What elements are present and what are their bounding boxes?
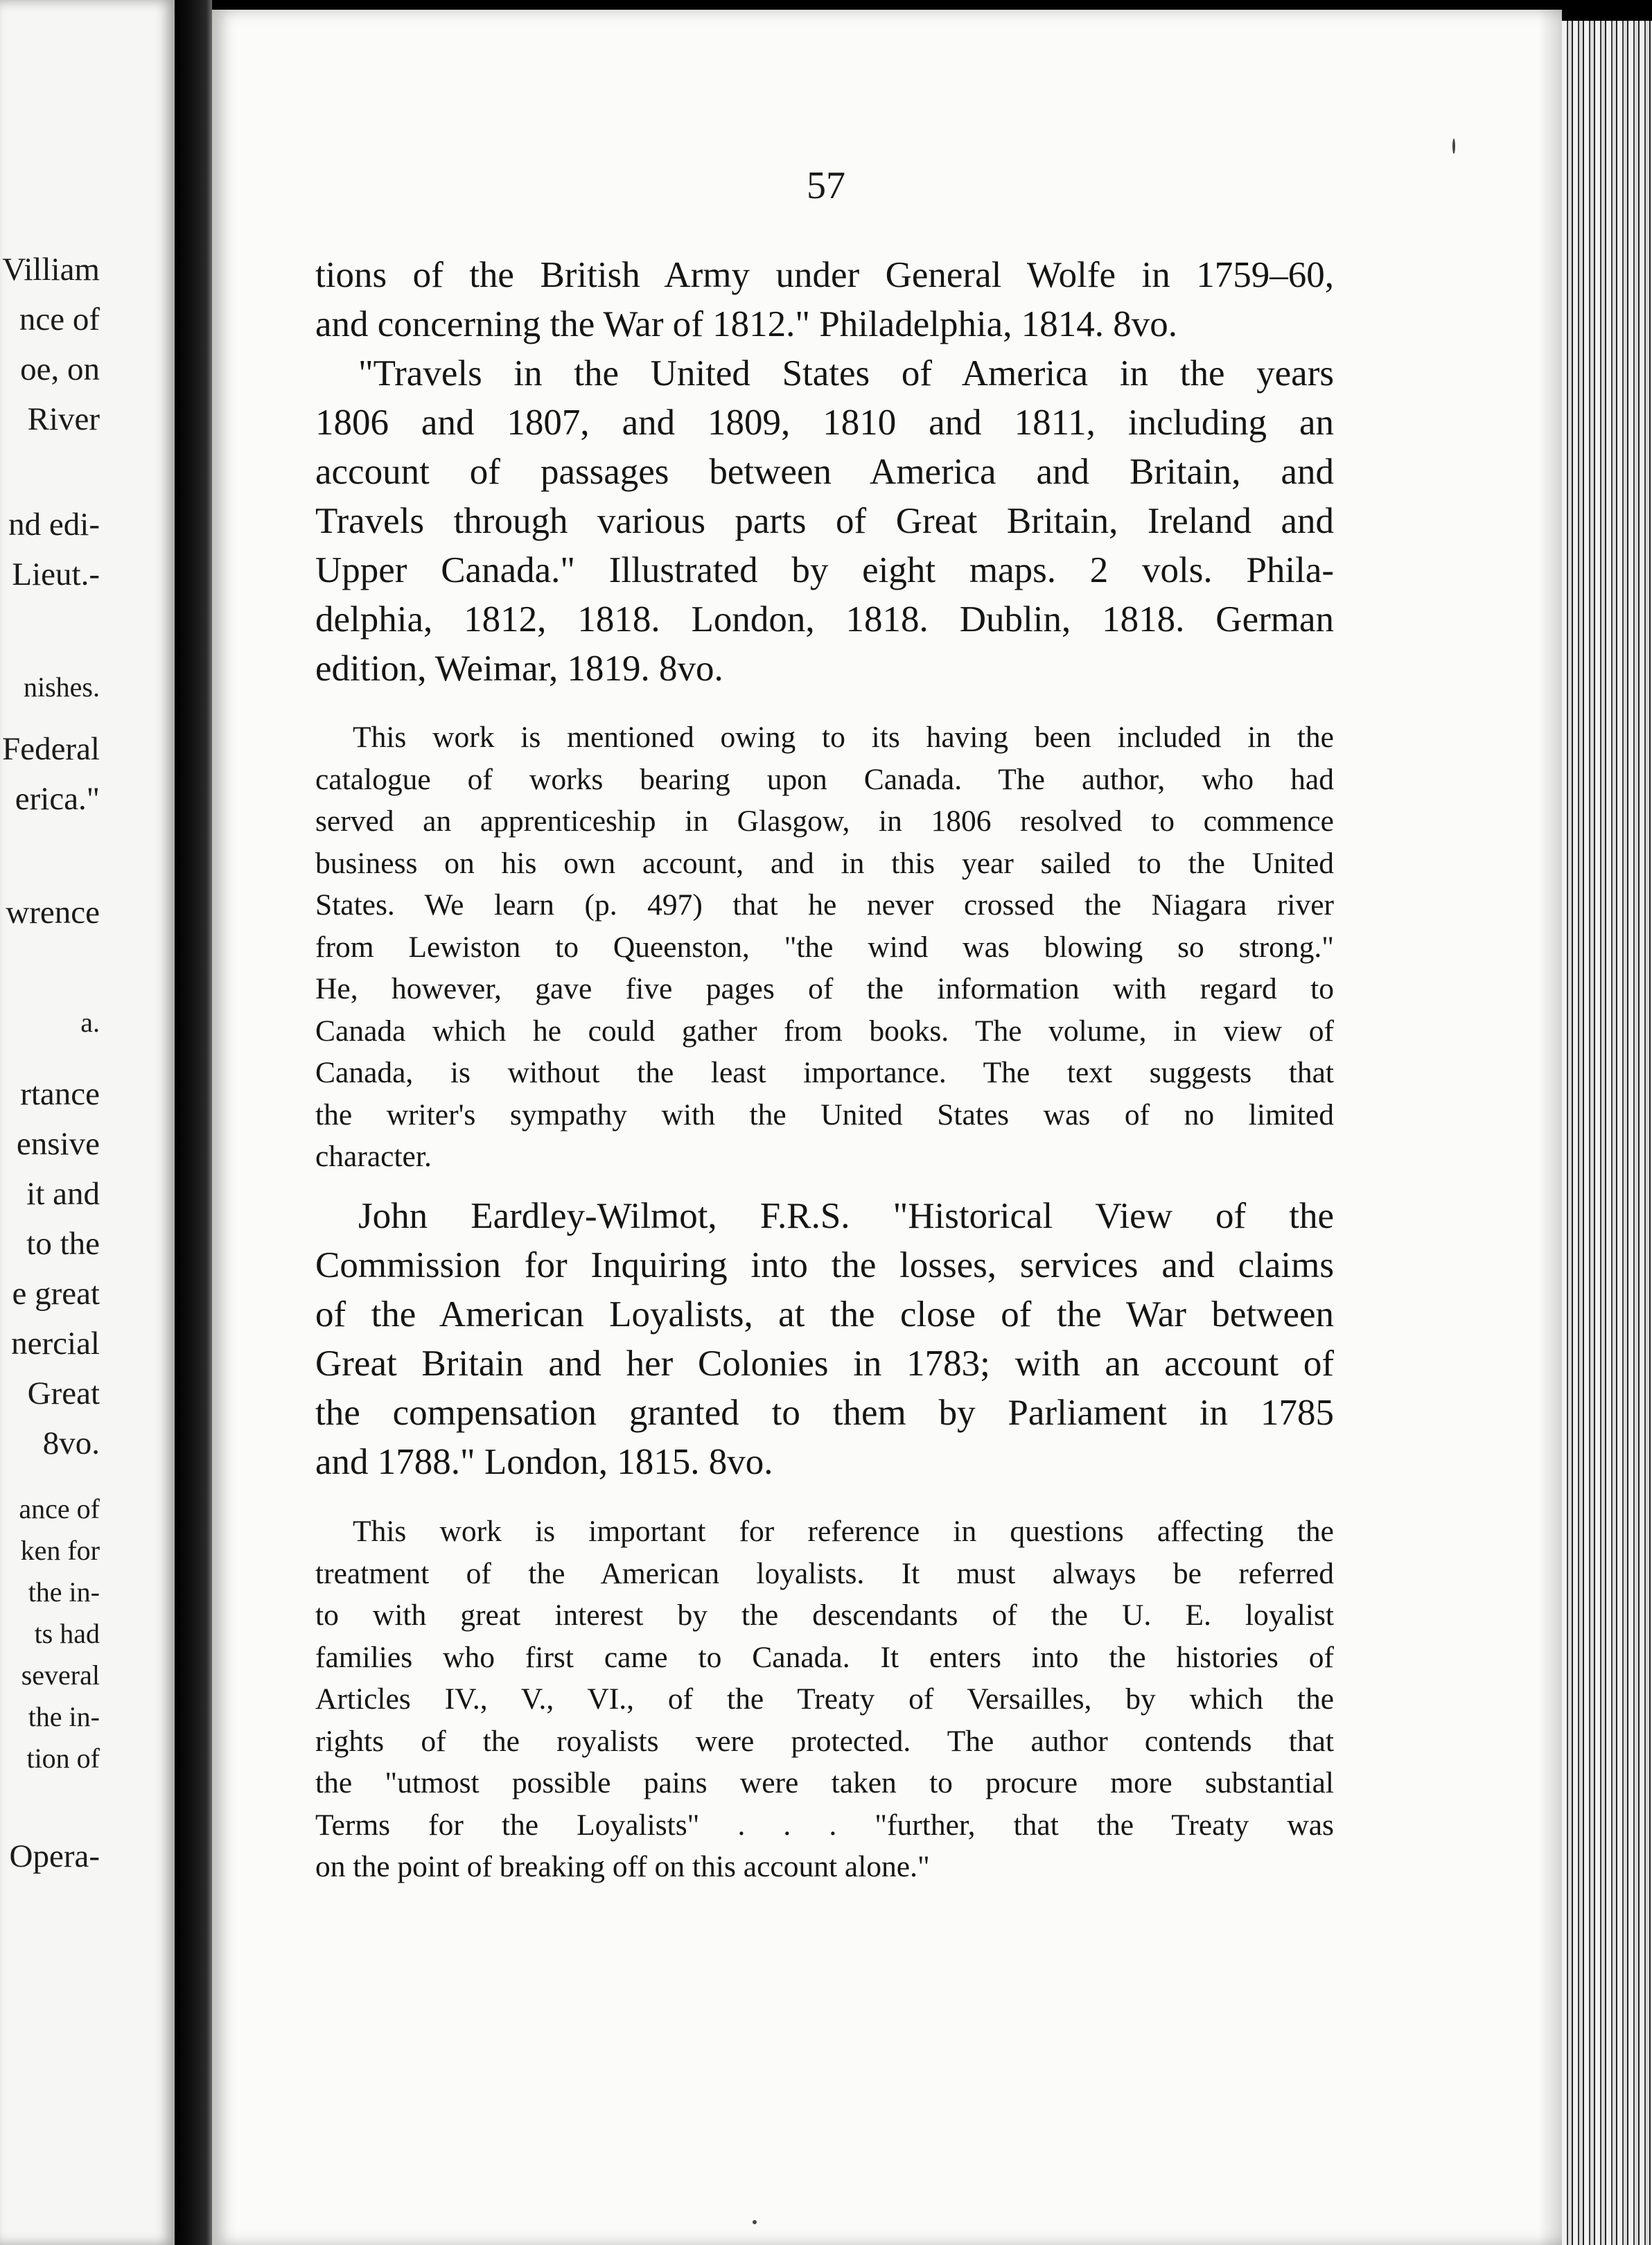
note-eardley-wilmot (315, 1511, 1334, 1888)
page-stack-edges (1562, 21, 1652, 2245)
left-page-line: several (21, 1659, 100, 1691)
note-line: Canada which he could gather from books. The volume, in view of (315, 1014, 1334, 1048)
body-line: edition, Weimar, 1819. 8vo. (315, 649, 723, 689)
note-line: He, however, gave five pages of the information with regard to (315, 972, 1334, 1005)
note-line: to with great interest by the descendants of the U. E. loyalist (315, 1599, 1334, 1632)
left-page-line: ance of (19, 1493, 100, 1524)
left-page-line: River (27, 401, 100, 437)
note-line: from Lewiston to Queenston, "the wind was blowing so strong." (315, 930, 1334, 964)
scan-speck (1452, 139, 1455, 154)
left-page-line: a. (80, 1007, 100, 1038)
left-page-line: ts had (34, 1618, 100, 1649)
left-page-line: nercial (11, 1326, 100, 1362)
body-line: "Travels in the United States of America in the years (358, 353, 1334, 394)
body-line: Upper Canada." Illustrated by eight maps. 2 vols. Phila- (315, 550, 1334, 590)
note-line: on the point of breaking off on this account alone." (315, 1850, 930, 1883)
body-line: tions of the British Army under General Wolfe in 1759–60, (315, 255, 1334, 295)
note-line: This work is important for reference in questions affecting the (353, 1515, 1334, 1548)
left-page-line: oe, on (20, 351, 100, 387)
book-gutter (175, 0, 212, 2245)
left-page-line: the in- (28, 1701, 100, 1732)
body-line: delphia, 1812, 1818. London, 1818. Dublin, 1818. German (315, 599, 1334, 640)
left-page-line: tion of (26, 1743, 100, 1774)
scan-speck (753, 2220, 757, 2224)
left-page-line: Villiam (2, 252, 100, 288)
left-page-line: the in- (28, 1576, 100, 1608)
body-line: 1806 and 1807, and 1809, 1810 and 1811, including an (315, 403, 1334, 443)
body-line: and concerning the War of 1812." Philadelphia, 1814. 8vo. (315, 304, 1177, 344)
left-page-line: rtance (20, 1076, 100, 1112)
left-page-line: nce of (19, 301, 100, 337)
left-page-line: wrence (6, 895, 100, 931)
left-page-line: Federal (2, 731, 100, 767)
note-line: families who first came to Canada. It enters into the histories of (315, 1640, 1334, 1674)
note-line: rights of the royalists were protected. The author contends that (315, 1724, 1334, 1758)
left-page-line: Lieut.- (12, 556, 100, 592)
body-line: Commission for Inquiring into the losses, services and claims (315, 1245, 1334, 1285)
left-page-line: Opera- (9, 1838, 100, 1874)
left-page-line: Great (27, 1375, 100, 1411)
note-line: treatment of the American loyalists. It must always be referred (315, 1556, 1334, 1590)
left-page-line: nishes. (24, 671, 100, 703)
left-page-line: it and (26, 1176, 100, 1212)
body-line: the compensation granted to them by Parliament in 1785 (315, 1393, 1334, 1433)
note-line: character. (315, 1140, 432, 1173)
body-line: John Eardley-Wilmot, F.R.S. "Historical View of the (358, 1196, 1334, 1236)
left-page-line: ensive (16, 1126, 100, 1162)
left-page-line: e great (12, 1276, 100, 1312)
body-line: account of passages between America and Britain, and (315, 452, 1334, 492)
left-page-line: erica." (15, 781, 100, 817)
note-travels-united-states (315, 716, 1334, 1178)
left-page-line: to the (26, 1226, 100, 1262)
page-number: 57 (807, 164, 845, 207)
left-facing-page (0, 0, 175, 2245)
note-line: Articles IV., V., VI., of the Treaty of Versailles, by which the (315, 1682, 1334, 1716)
note-line: This work is mentioned owing to its having been included in the (353, 721, 1334, 754)
note-line: Canada, is without the least importance. The text suggests that (315, 1056, 1334, 1089)
body-line: Travels through various parts of Great Britain, Ireland and (315, 501, 1334, 541)
left-page-line: nd edi- (8, 507, 100, 543)
note-line: the "utmost possible pains were taken to procure more substantial (315, 1766, 1334, 1799)
body-line: and 1788." London, 1815. 8vo. (315, 1442, 773, 1482)
note-line: business on his own account, and in this year sailed to the United (315, 846, 1334, 880)
entry-eardley-wilmot (315, 1192, 1334, 1487)
entry-travels-united-states (315, 251, 1334, 694)
note-line: catalogue of works bearing upon Canada. The author, who had (315, 762, 1334, 796)
note-line: served an apprenticeship in Glasgow, in 1806 resolved to commence (315, 804, 1334, 838)
note-line: the writer's sympathy with the United States was of no limited (315, 1098, 1334, 1132)
body-line: Great Britain and her Colonies in 1783; with an account of (315, 1344, 1334, 1384)
body-line: of the American Loyalists, at the close of the War between (315, 1294, 1334, 1335)
left-page-line: 8vo. (42, 1425, 100, 1461)
left-page-line: ken for (20, 1535, 100, 1566)
note-line: Terms for the Loyalists" . . . "further, that the Treaty was (315, 1808, 1334, 1842)
note-line: States. We learn (p. 497) that he never crossed the Niagara river (315, 888, 1334, 922)
